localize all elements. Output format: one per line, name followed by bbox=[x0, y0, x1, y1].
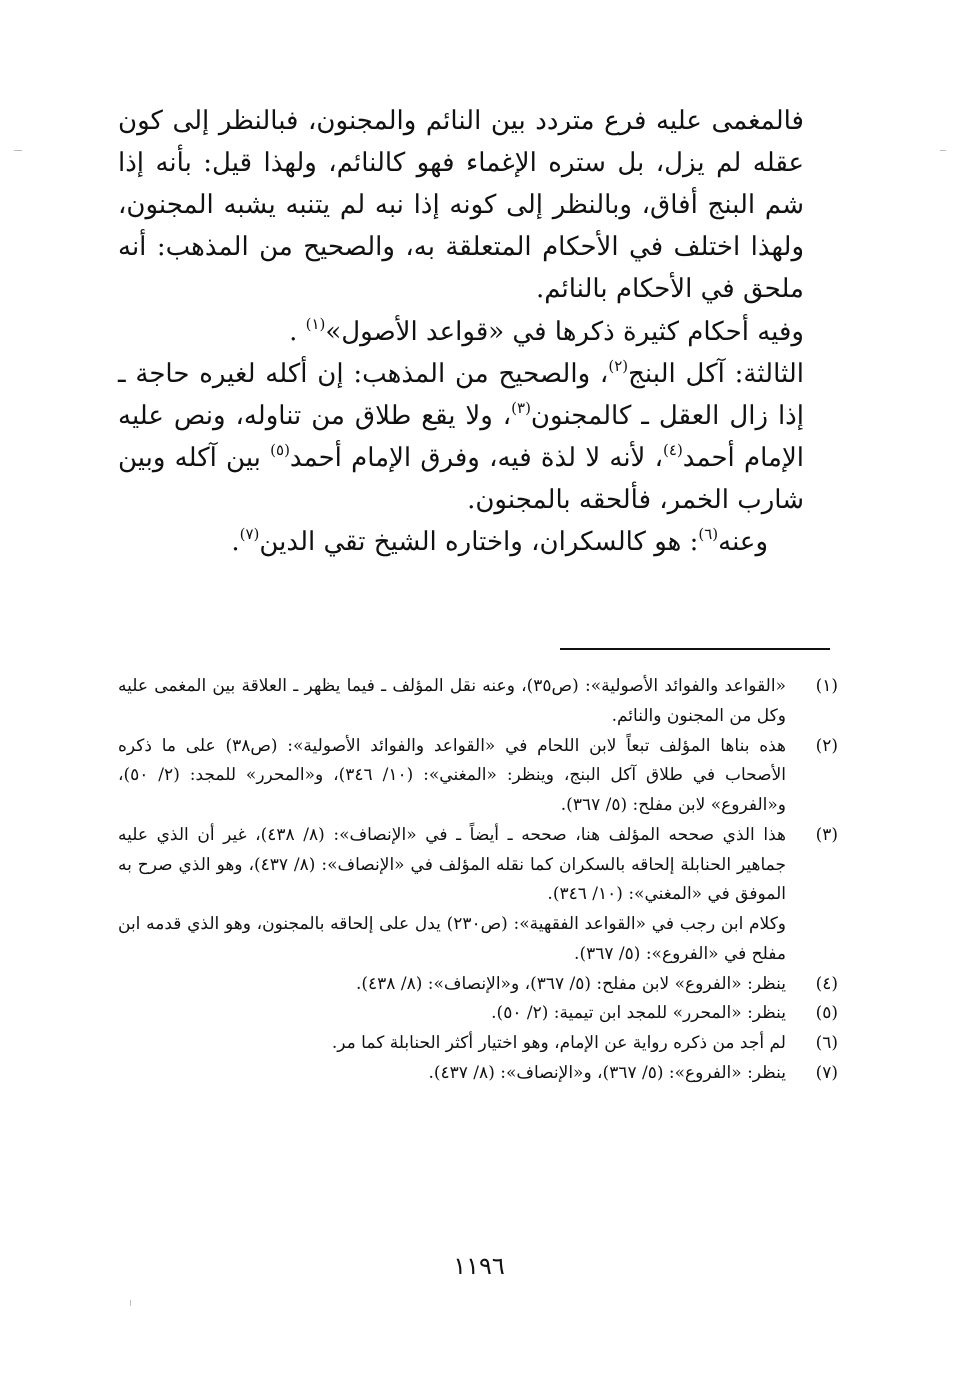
footnote-text: هذه بناها المؤلف تبعاً لابن اللحام في «القواعد والفوائد الأصولية»: (ص٣٨) على ما ذكره الأصحاب في طلاق آكل البنج، وينظر: «المغني»: (١٠/ ٣٤٦)، و«المحرر» للمجد: (٢/ ٥٠)، و«الفروع» لابن مفلح: (٥/ ٣٦٧). bbox=[118, 735, 787, 815]
scan-speck bbox=[130, 1300, 131, 1306]
footnote-5 bbox=[118, 999, 838, 1029]
footnotes bbox=[118, 672, 838, 1089]
footnote-number: (٧) bbox=[815, 1062, 838, 1083]
footnote-number: (٥) bbox=[815, 1003, 838, 1024]
footnote-text: ينظر: «المحرر» للمجد ابن تيمية: (٢/ ٥٠). bbox=[491, 1003, 786, 1024]
footnote-text: لم أجد من ذكره رواية عن الإمام، وهو اختيار أكثر الحنابلة كما مر. bbox=[331, 1033, 786, 1053]
main-text bbox=[118, 100, 838, 563]
footnote-3-continuation: وكلام ابن رجب في «القواعد الفقهية»: (ص٢٣٠) يدل على إلحاقه بالمجنون، وهو الذي قدمه ابن مفلح في «الفروع»: (٥/ ٣٦٧). bbox=[118, 914, 786, 964]
footnote-text: هذا الذي صححه المؤلف هنا، صححه ـ أيضاً ـ في «الإنصاف»: (٨/ ٤٣٨)، غير أن الذي عليه جماهير الحنابلة إلحاقه بالسكران كما نقله المؤلف في «الإنصاف»: (٨/ ٤٣٧)، وهو الذي صرح به الموفق في «المغني»: (١٠/ ٣٤٦). bbox=[118, 824, 786, 905]
footnote-text: ينظر: «الفروع»: (٥/ ٣٦٧)، و«الإنصاف»: (٨/ ٤٣٧). bbox=[428, 1062, 786, 1083]
paragraph-4 bbox=[118, 521, 838, 563]
footnote-4 bbox=[118, 970, 838, 1000]
text-segment: . bbox=[231, 527, 240, 558]
footnote-ref-5: (٥) bbox=[270, 440, 290, 459]
footnote-2 bbox=[118, 732, 838, 821]
footnote-text: ينظر: «الفروع» لابن مفلح: (٥/ ٣٦٧)، و«الإنصاف»: (٨/ ٤٣٨). bbox=[355, 973, 786, 994]
footnote-ref-6: (٦) bbox=[698, 525, 719, 544]
footnote-7 bbox=[118, 1059, 838, 1089]
paragraph-1: فالمغمى عليه فرع متردد بين النائم والمجنون، فبالنظر إلى كون عقله لم يزل، بل ستره الإغماء فهو كالنائم، ولهذا قيل: بأنه إذا شم البنج أفاق، وبالنظر إلى كونه إذا نبه لم يتنبه يشبه المجنون، ولهذا اختلف في الأحكام المتعلقة به، والصحيح من المذهب: أنه ملحق في الأحكام بالنائم. bbox=[118, 106, 804, 305]
footnote-ref-1: (١) bbox=[305, 314, 326, 333]
footnote-ref-7: (٧) bbox=[239, 525, 260, 544]
footnote-number: (٣) bbox=[815, 824, 838, 845]
footnote-number: (٢) bbox=[815, 735, 838, 756]
footnote-number: (٦) bbox=[815, 1033, 838, 1053]
footnote-1 bbox=[118, 672, 838, 732]
footnote-separator bbox=[560, 648, 830, 650]
footnote-ref-2: (٢) bbox=[608, 356, 629, 375]
scan-speck bbox=[14, 150, 22, 151]
paragraph-2: وفيه أحكام كثيرة ذكرها في «قواعد الأصول»$^{(١)}$ . bbox=[289, 314, 804, 347]
paragraph-3 bbox=[118, 353, 838, 521]
text-segment: وعنه bbox=[718, 527, 768, 558]
footnote-6 bbox=[118, 1029, 838, 1059]
text-segment: ، والصحيح من المذهب: إن أكله لغيره حاجة ـ إذا زال العقل ـ كالمجنون bbox=[118, 358, 804, 431]
text-segment: الثالثة: آكل البنج bbox=[628, 358, 804, 389]
footnote-number: (١) bbox=[815, 676, 838, 696]
text-segment: ، ولا يقع طلاق من تناوله، ونص عليه الإمام أحمد bbox=[118, 400, 804, 473]
text-segment: : هو كالسكران، واختاره الشيخ تقي الدين bbox=[259, 527, 699, 558]
footnote-ref-3: (٣) bbox=[511, 398, 531, 417]
text-segment: ، لأنه لا لذة فيه، وفرق الإمام أحمد bbox=[289, 442, 664, 473]
footnote-text: «القواعد والفوائد الأصولية»: (ص٣٥)، وعنه نقل المؤلف ـ فيما يظهر ـ العلاقة بين المغمى عليه وكل من المجنون والنائم. bbox=[118, 676, 786, 726]
footnote-3 bbox=[118, 821, 838, 910]
page-number: ١١٩٦ bbox=[453, 1252, 505, 1280]
footnote-number: (٤) bbox=[815, 973, 838, 994]
text-segment: بين آكله وبين شارب الخمر، فألحقه بالمجنون. bbox=[118, 442, 804, 515]
scan-speck bbox=[940, 150, 946, 151]
footnote-ref-4: (٤) bbox=[663, 440, 683, 459]
text-segment: وفيه أحكام كثيرة ذكرها في «قواعد الأصول» bbox=[325, 316, 804, 347]
